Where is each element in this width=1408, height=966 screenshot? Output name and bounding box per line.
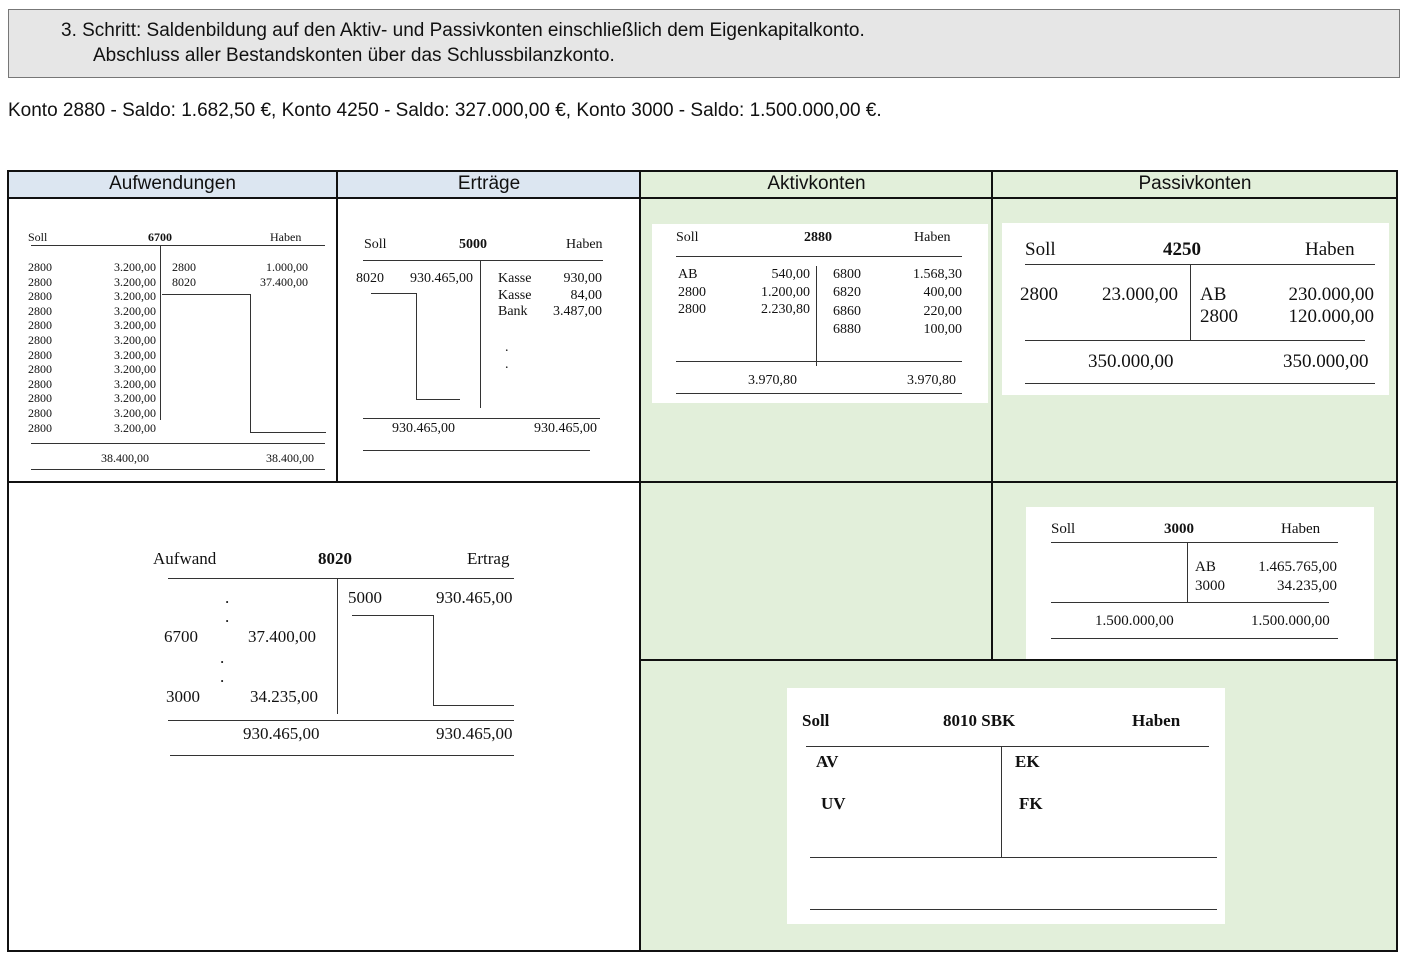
k4250-left-amount: 23.000,00: [1102, 284, 1178, 305]
k4250-soll: Soll: [1025, 239, 1056, 260]
k5000-left-amount: 930.465,00: [410, 271, 473, 286]
k5000-soll: Soll: [364, 237, 387, 252]
k4250-haben: Haben: [1305, 239, 1355, 260]
k8020-right-account: 5000: [348, 588, 382, 607]
k8020-left-amount-2: 34.235,00: [250, 687, 318, 706]
k8020-nr: 8020: [318, 549, 352, 568]
k8020-haben: Ertrag: [467, 549, 510, 568]
k6700-right-accounts: 2800 8020: [172, 260, 196, 289]
k8020-sum-left: 930.465,00: [243, 724, 320, 743]
k8010-soll: Soll: [802, 711, 830, 730]
k3000-right-accounts: AB 3000: [1195, 559, 1225, 594]
k2880-sum-right: 3.970,80: [907, 373, 956, 388]
k5000-dot-2: .: [505, 357, 509, 372]
k3000-sum-left: 1.500.000,00: [1095, 613, 1174, 629]
header-passivkonten: Passivkonten: [1138, 173, 1252, 194]
divider-v1: [336, 171, 338, 482]
k8020-dot-4: .: [220, 667, 225, 686]
k5000-left-account: 8020: [356, 271, 384, 286]
header-aufwendungen: Aufwendungen: [8, 171, 337, 198]
k8020-dot-1: .: [225, 588, 230, 607]
k6700-left-amounts: 3.200,00 3.200,00 3.200,00 3.200,00 3.200,00 3.200,00 3.200,00 3.200,00 3.200,00 3.200,00 3.200,00 3.200,00: [114, 260, 156, 435]
step-box: [8, 9, 1400, 78]
k2880-nr: 2880: [804, 230, 832, 245]
k3000-haben: Haben: [1281, 521, 1321, 537]
k4250-sum-left: 350.000,00: [1088, 351, 1174, 372]
k2880-left-accounts: AB 2800 2800: [678, 267, 706, 317]
step-title: 3. Schritt: Saldenbildung auf den Aktiv- und Passivkonten einschließlich dem Eigenkapitalkonto.: [61, 20, 865, 41]
k2880-soll: Soll: [676, 230, 699, 245]
k5000-right-accounts: Kasse Kasse Bank: [498, 271, 532, 319]
k6700-left-accounts: 2800 2800 2800 2800 2800 2800 2800 2800 2800 2800 2800 2800: [28, 260, 52, 435]
k3000-sum-right: 1.500.000,00: [1251, 613, 1330, 629]
k4250-sum-right: 350.000,00: [1283, 351, 1369, 372]
k8010-right-ek: EK: [1015, 752, 1040, 771]
k8010-right-fk: FK: [1019, 794, 1043, 813]
k6700-soll: Soll: [28, 230, 48, 244]
k8010-haben: Haben: [1132, 711, 1181, 730]
divider-v2: [639, 171, 641, 951]
k6700-sum-right: 38.400,00: [266, 451, 314, 465]
k3000-soll: Soll: [1051, 521, 1076, 537]
k5000-dot-1: .: [505, 340, 509, 355]
divider-h2: [640, 659, 1398, 661]
k3000-nr: 3000: [1164, 521, 1194, 537]
k8010-nr: 8010 SBK: [943, 711, 1016, 730]
k8020-right-amount: 930.465,00: [436, 588, 513, 607]
k4250-left-account: 2800: [1020, 284, 1058, 305]
k8020-left-account-1: 6700: [164, 627, 198, 646]
k8020-soll: Aufwand: [153, 549, 217, 568]
saldo-line: Konto 2880 - Saldo: 1.682,50 €, Konto 4250 - Saldo: 327.000,00 €, Konto 3000 - Saldo: 1.500.000,00 €.: [8, 100, 882, 121]
header-ertraege: Erträge: [338, 171, 640, 198]
k8020-dot-3: .: [220, 648, 225, 667]
divider-h1: [8, 481, 1398, 483]
k6700-nr: 6700: [148, 230, 172, 244]
k2880-sum-left: 3.970,80: [748, 373, 797, 388]
k8010-left-av: AV: [816, 752, 839, 771]
k5000-right-amounts: 930,00 84,00 3.487,00: [553, 271, 602, 319]
k2880-haben: Haben: [914, 230, 951, 245]
header-divider: [8, 197, 1398, 199]
k3000-right-amounts: 1.465.765,00 34.235,00: [1258, 559, 1337, 594]
k2880-left-amounts: 540,00 1.200,00 2.230,80: [761, 267, 810, 317]
header-aktivkonten: Aktivkonten: [767, 173, 866, 194]
k6700-sum-left: 38.400,00: [101, 451, 149, 465]
k5000-sum-right: 930.465,00: [534, 421, 597, 436]
k5000-nr: 5000: [459, 237, 487, 252]
k4250-right-amounts: 230.000,00 120.000,00: [1288, 284, 1374, 327]
k6700-haben: Haben: [270, 230, 302, 244]
k8020-sum-right: 930.465,00: [436, 724, 513, 743]
k8020-left-amount-1: 37.400,00: [248, 627, 316, 646]
k5000-haben: Haben: [566, 237, 603, 252]
step-subtitle: Abschluss aller Bestandskonten über das Schlussbilanzkonto.: [93, 45, 615, 66]
k5000-sum-left: 930.465,00: [392, 421, 455, 436]
k6700-right-amounts: 1.000,00 37.400,00: [260, 260, 308, 289]
k8020-left-account-2: 3000: [166, 687, 200, 706]
divider-v3: [991, 171, 993, 661]
k8010-left-uv: UV: [821, 794, 846, 813]
k8020-dot-2: .: [225, 607, 230, 626]
k2880-right-accounts: 6800 6820 6860 6880: [833, 267, 861, 337]
k2880-right-amounts: 1.568,30 400,00 220,00 100,00: [913, 267, 962, 337]
k4250-right-accounts: AB 2800: [1200, 284, 1238, 327]
k4250-nr: 4250: [1163, 239, 1201, 260]
